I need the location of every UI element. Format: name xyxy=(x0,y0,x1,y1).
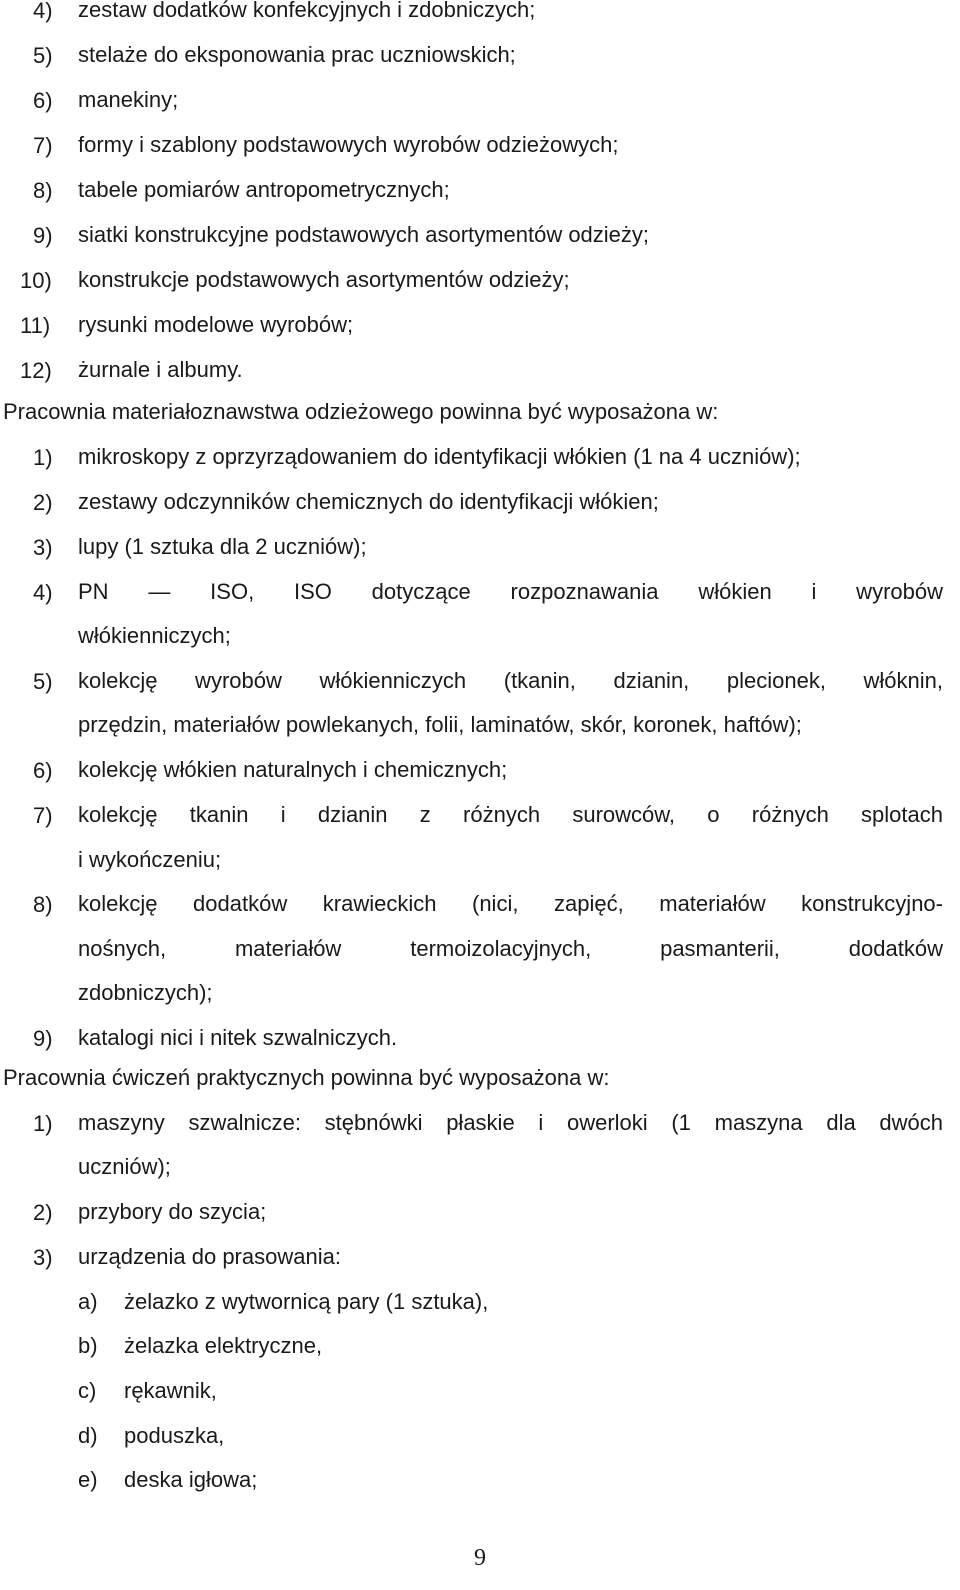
list-text: maszyny szwalnicze: stębnówki płaskie i owerloki (1 maszyna dla dwóch xyxy=(78,1109,943,1135)
list-number: 6) xyxy=(33,88,53,113)
sub-list-letter: a) xyxy=(78,1288,98,1314)
list-text: konstrukcje podstawowych asortymentów odzieży; xyxy=(78,267,570,292)
sub-list-item xyxy=(0,1369,960,1414)
list-number: 8) xyxy=(33,178,53,203)
list-text: rysunki modelowe wyrobów; xyxy=(78,312,354,337)
section-heading: Pracownia ćwiczeń praktycznych powinna być wyposażona w: xyxy=(3,1065,610,1090)
list-text: katalogi nici i nitek szwalniczych. xyxy=(78,1024,398,1050)
list-item xyxy=(0,303,960,348)
list-text: przybory do szycia; xyxy=(78,1198,267,1224)
sub-list-text: rękawnik, xyxy=(124,1377,217,1403)
section-materialoznawstwo xyxy=(0,390,960,1061)
list-item xyxy=(0,570,960,659)
list-item xyxy=(0,123,960,168)
list-text: kolekcję tkanin i dzianin z różnych surowców, o różnych splotach xyxy=(78,801,943,827)
sub-list-letter: d) xyxy=(78,1422,98,1448)
list-number: 8) xyxy=(33,892,53,918)
list-text-continued: przędzin, materiałów powlekanych, folii, laminatów, skór, koronek, haftów); xyxy=(78,712,802,738)
list-number: 9) xyxy=(33,223,53,248)
list-item xyxy=(0,748,960,793)
list-item xyxy=(0,1190,960,1235)
list-number: 7) xyxy=(33,133,53,158)
list-number: 5) xyxy=(33,668,53,694)
list-text: formy i szablony podstawowych wyrobów odzieżowych; xyxy=(78,132,619,157)
sub-list-letter: e) xyxy=(78,1467,98,1493)
sub-list-text: deska igłowa; xyxy=(124,1467,258,1493)
list-number: 12) xyxy=(20,358,52,383)
list-number: 3) xyxy=(33,1244,53,1270)
list-text: mikroskopy z oprzyrządowaniem do identyfikacji włókien (1 na 4 uczniów); xyxy=(78,443,801,469)
list-item xyxy=(0,659,960,748)
list-text-continued: nośnych, materiałów termoizolacyjnych, pasmanterii, dodatków xyxy=(78,935,943,961)
list-text: kolekcję włókien naturalnych i chemicznych; xyxy=(78,756,508,782)
list-item xyxy=(0,348,960,393)
list-number: 4) xyxy=(33,579,53,605)
list-item xyxy=(0,258,960,303)
list-text: PN — ISO, ISO dotyczące rozpoznawania włókien i wyrobów xyxy=(78,578,943,604)
list-item xyxy=(0,1016,960,1061)
list-text-continued: uczniów); xyxy=(78,1154,171,1180)
list-number: 6) xyxy=(33,757,53,783)
list-text: kolekcję dodatków krawieckich (nici, zapięć, materiałów konstrukcyjno- xyxy=(78,891,943,917)
list-number: 11) xyxy=(20,313,51,338)
list-item xyxy=(0,1235,960,1280)
sub-list-item xyxy=(0,1414,960,1459)
list-item xyxy=(0,525,960,570)
list-item xyxy=(0,0,960,33)
list-number: 1) xyxy=(33,1110,53,1136)
list-text: manekiny; xyxy=(78,87,179,112)
sub-list-item xyxy=(0,1280,960,1325)
list-number: 5) xyxy=(33,43,53,68)
list-number: 3) xyxy=(33,534,53,560)
list-text: żurnale i albumy. xyxy=(78,357,243,382)
section-cwiczenia-praktyczne xyxy=(0,1056,960,1503)
list-number: 2) xyxy=(33,489,53,515)
list-text-continued: włókienniczych; xyxy=(78,623,231,649)
list-text: tabele pomiarów antropometrycznych; xyxy=(78,177,450,202)
list-text: kolekcję wyrobów włókienniczych (tkanin, dzianin, plecionek, włóknin, xyxy=(78,667,943,693)
sub-list-text: żelazka elektryczne, xyxy=(124,1333,323,1359)
list-item xyxy=(0,1101,960,1190)
list-number: 4) xyxy=(33,0,53,23)
list-item xyxy=(0,882,960,1016)
list-item xyxy=(0,78,960,123)
list-item xyxy=(0,33,960,78)
list-item xyxy=(0,213,960,258)
sub-list-item xyxy=(0,1324,960,1369)
list-item xyxy=(0,480,960,525)
list-number: 9) xyxy=(33,1025,53,1051)
list-text: stelaże do eksponowania prac uczniowskich; xyxy=(78,42,516,67)
list-text-continued: zdobniczych); xyxy=(78,980,213,1006)
section-heading: Pracownia materiałoznawstwa odzieżowego powinna być wyposażona w: xyxy=(3,399,719,424)
list-item xyxy=(0,435,960,480)
list-text: lupy (1 sztuka dla 2 uczniów); xyxy=(78,533,367,559)
list-text: zestawy odczynników chemicznych do identyfikacji włókien; xyxy=(78,488,659,514)
list-text: urządzenia do prasowania: xyxy=(78,1243,341,1269)
intro-list xyxy=(0,0,960,393)
list-text: siatki konstrukcyjne podstawowych asortymentów odzieży; xyxy=(78,222,650,247)
sub-list-letter: c) xyxy=(78,1377,97,1403)
list-number: 10) xyxy=(20,268,52,293)
list-item xyxy=(0,793,960,882)
sub-list-text: żelazko z wytwornicą pary (1 sztuka), xyxy=(124,1288,489,1314)
sub-list-letter: b) xyxy=(78,1333,98,1359)
list-text: zestaw dodatków konfekcyjnych i zdobniczych; xyxy=(78,0,536,22)
list-number: 1) xyxy=(33,444,53,470)
list-text-continued: i wykończeniu; xyxy=(78,846,222,872)
sub-list-text: poduszka, xyxy=(124,1422,225,1448)
page-number: 9 xyxy=(474,1545,486,1571)
sub-list-item xyxy=(0,1458,960,1503)
list-item xyxy=(0,168,960,213)
list-number: 7) xyxy=(33,802,53,828)
list-number: 2) xyxy=(33,1199,53,1225)
